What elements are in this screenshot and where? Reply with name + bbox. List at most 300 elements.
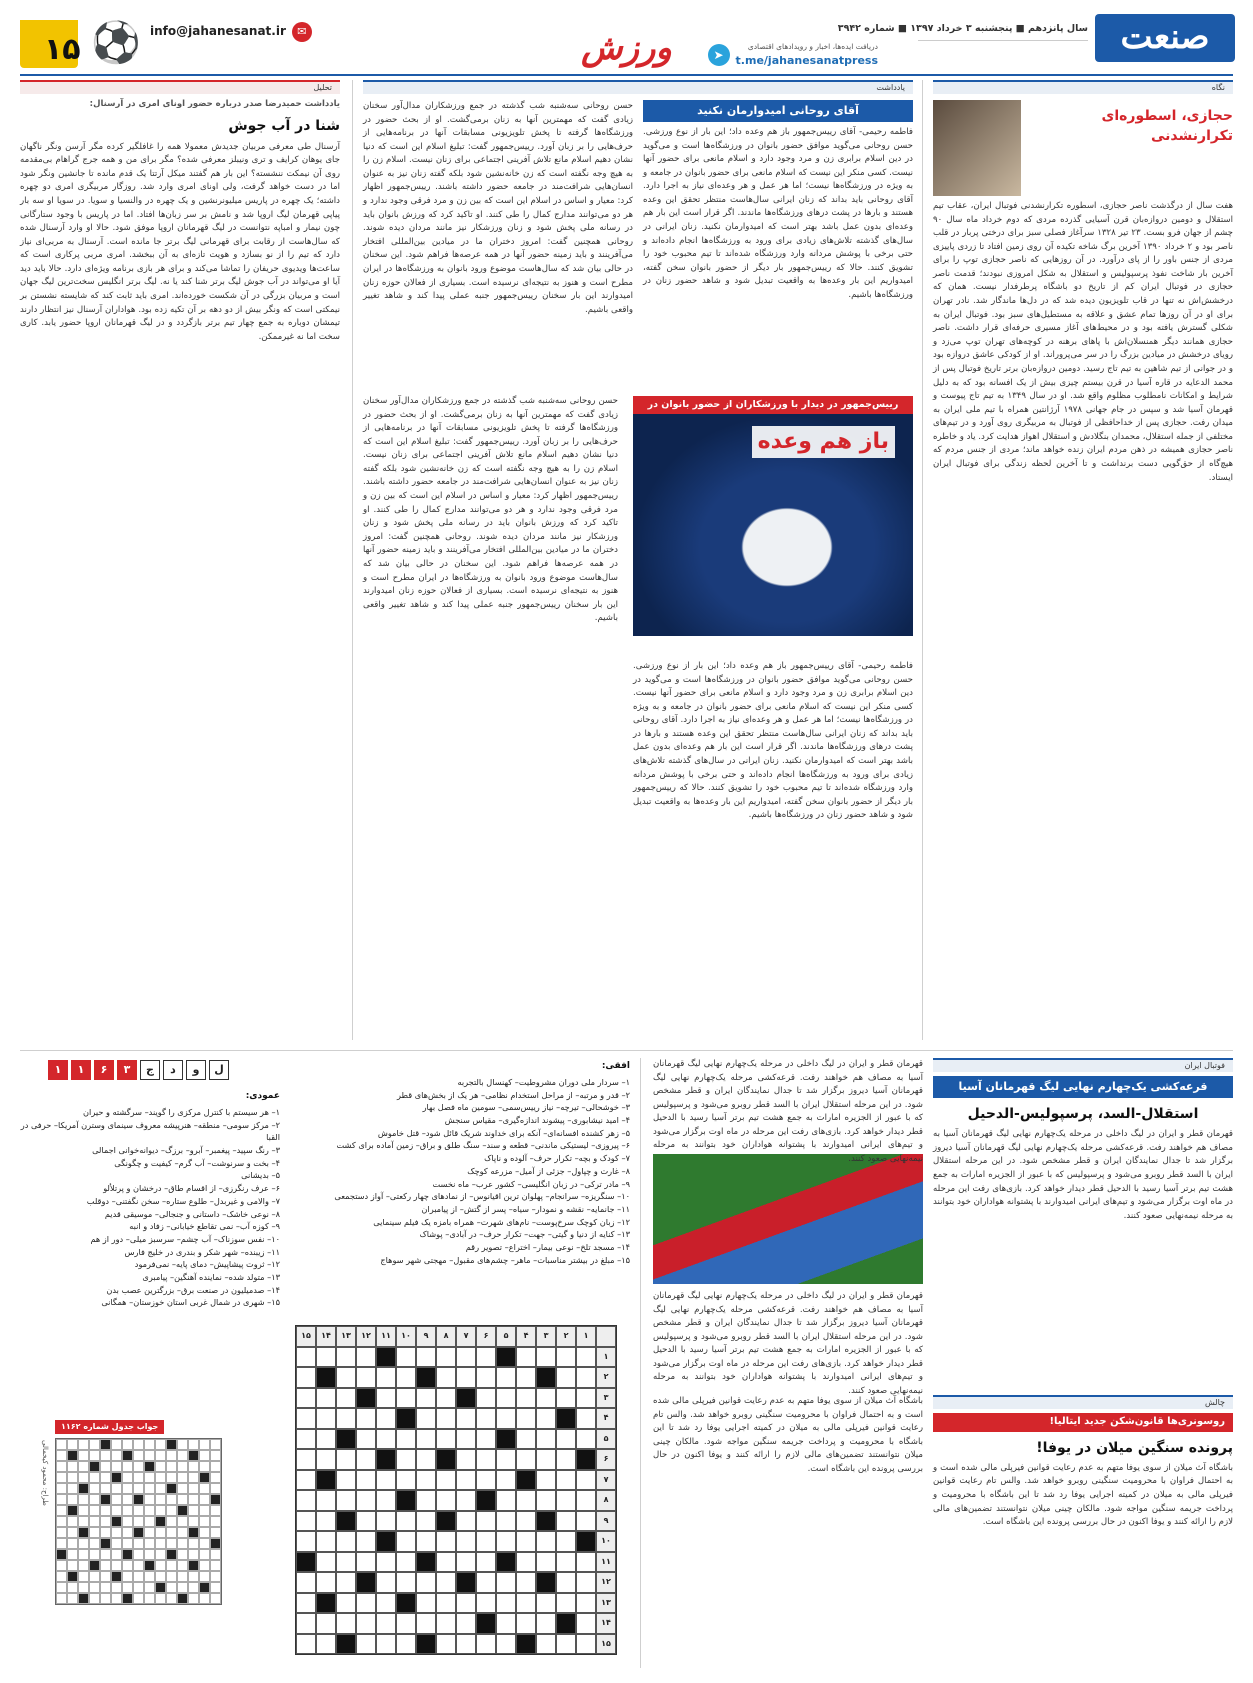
crossword-cell[interactable] bbox=[356, 1511, 376, 1532]
answer-cell bbox=[56, 1527, 67, 1538]
column-number: ۱۴ bbox=[316, 1326, 336, 1347]
column-number: ۱۰ bbox=[396, 1326, 416, 1347]
answer-cell bbox=[210, 1483, 221, 1494]
crossword-cell[interactable] bbox=[396, 1511, 416, 1532]
crossword-cell[interactable] bbox=[456, 1429, 476, 1450]
crossword-block bbox=[376, 1531, 396, 1552]
crossword-cell[interactable] bbox=[396, 1572, 416, 1593]
crossword-block bbox=[436, 1511, 456, 1532]
crossword-cell[interactable] bbox=[516, 1367, 536, 1388]
crossword-cell[interactable] bbox=[556, 1429, 576, 1450]
crossword-cell[interactable] bbox=[416, 1408, 436, 1429]
answer-cell bbox=[89, 1505, 100, 1516]
crossword-cell[interactable] bbox=[376, 1511, 396, 1532]
crossword-cell[interactable] bbox=[316, 1511, 336, 1532]
crossword-clue: ۲– مرکز سومی– منطقه– هنرپیشه معروف سینمای وسترن آمریکا– حرفی در القبا bbox=[20, 1119, 280, 1143]
crossword-cell[interactable] bbox=[576, 1347, 596, 1368]
answer-cell bbox=[188, 1527, 199, 1538]
vertical-clues bbox=[20, 1090, 280, 1340]
answer-cell bbox=[122, 1593, 133, 1604]
answer-cell bbox=[100, 1439, 111, 1450]
crossword-cell[interactable] bbox=[476, 1470, 496, 1491]
answer-cell bbox=[56, 1593, 67, 1604]
note-continuation: حسن روحانی سه‌شنبه شب گذشته در جمع ورزشکاران مدال‌آور سخنان زیادی گفت که مهمترین آنها به زنان برمی‌گشت. او از بحث حضور در ورزشگاه‌ها گرفته تا پخش تلویزیونی مسابقات آنها در برنامه‌هایی از حرف‌هایی را بر زبان آورد. رییس‌جمهور گفت: تبلیغ اسلام این است که دنیا نشان دهیم اسلام مانع تلاش آفرینی اجتماعی برای زنان نیست. اسلام زن را به هیچ وجه نگفته است که زن خانه‌نشین شود بلکه گفته زنان نیز به عنوان انسان‌هایی شرافت‌مند در جامعه حضور داشته باشند. رییس‌جمهور اظهار کرد: معیار و اساس در اسلام این است که بین زن و مرد فرقی وجود ندارد و هر دو می‌توانند مدارج کمال را طی کنند. او تاکید کرد که ورزش بانوان باید در رسانه ملی پخش شود و زنان ورزشکار نیز مانند مردان دیده شوند. روحانی همچنین گفت: امروز دختران ما در میادین بین‌المللی افتخار می‌آفرینند و باید زمینه حضور آنها در همه عرصه‌ها فراهم شود. این سخنان در حالی بیان شد که سال‌هاست موضوع ورود بانوان به ورزشگاه‌ها در ایران مطرح است و هنوز به نتیجه‌ای نرسیده است. بسیاری از فعالان حوزه زنان امیدوارند این بار سخنان رییس‌جمهور جنبه عملی پیدا کند و شاهد تغییر واقعی باشیم. bbox=[363, 101, 633, 315]
crossword-cell[interactable] bbox=[516, 1593, 536, 1614]
crossword-cell[interactable] bbox=[416, 1613, 436, 1634]
answer-cell bbox=[133, 1527, 144, 1538]
crossword-cell[interactable] bbox=[356, 1593, 376, 1614]
crossword-cell[interactable] bbox=[476, 1531, 496, 1552]
crossword-cell[interactable] bbox=[316, 1408, 336, 1429]
crossword-cell[interactable] bbox=[516, 1490, 536, 1511]
crossword-cell[interactable] bbox=[536, 1552, 556, 1573]
crossword-cell[interactable] bbox=[456, 1347, 476, 1368]
crossword-cell[interactable] bbox=[556, 1552, 576, 1573]
crossword-cell[interactable] bbox=[296, 1347, 316, 1368]
crossword-block bbox=[436, 1449, 456, 1470]
answer-cell bbox=[111, 1450, 122, 1461]
crossword-clue: ۲– قدر و مرتبه– از مراحل استخدام نظامی– هر یک از بخش‌های قطر bbox=[396, 1089, 630, 1100]
crossword-cell[interactable] bbox=[436, 1367, 456, 1388]
answer-cell bbox=[188, 1516, 199, 1527]
vertical-clues-heading: عمودی: bbox=[245, 1091, 280, 1101]
crossword-cell[interactable] bbox=[336, 1531, 356, 1552]
crossword-cell[interactable] bbox=[456, 1490, 476, 1511]
crossword-cell[interactable] bbox=[496, 1367, 516, 1388]
crossword-cell[interactable] bbox=[376, 1572, 396, 1593]
crossword-cell[interactable] bbox=[476, 1593, 496, 1614]
crossword-cell[interactable] bbox=[396, 1429, 416, 1450]
crossword-cell[interactable] bbox=[496, 1593, 516, 1614]
crossword-cell[interactable] bbox=[476, 1572, 496, 1593]
answer-cell bbox=[155, 1593, 166, 1604]
crossword-cell[interactable] bbox=[296, 1429, 316, 1450]
crossword-cell[interactable] bbox=[416, 1449, 436, 1470]
crossword-cell[interactable] bbox=[316, 1490, 336, 1511]
answer-cell bbox=[133, 1549, 144, 1560]
crossword-cell[interactable] bbox=[336, 1388, 356, 1409]
crossword-block bbox=[496, 1552, 516, 1573]
crossword-cell[interactable] bbox=[456, 1552, 476, 1573]
crossword-cell[interactable] bbox=[376, 1429, 396, 1450]
crossword-cell[interactable] bbox=[336, 1613, 356, 1634]
crossword-cell[interactable] bbox=[456, 1593, 476, 1614]
answer-cell bbox=[133, 1483, 144, 1494]
crossword-cell[interactable] bbox=[316, 1634, 336, 1655]
crossword-cell[interactable] bbox=[376, 1408, 396, 1429]
crossword-cell[interactable] bbox=[556, 1490, 576, 1511]
answer-cell bbox=[155, 1527, 166, 1538]
crossword-cell[interactable] bbox=[296, 1490, 316, 1511]
crossword-cell[interactable] bbox=[416, 1593, 436, 1614]
crossword-cell[interactable] bbox=[556, 1470, 576, 1491]
crossword-cell[interactable] bbox=[416, 1531, 436, 1552]
crossword-cell[interactable] bbox=[376, 1613, 396, 1634]
crossword-cell[interactable] bbox=[396, 1634, 416, 1655]
crossword-cell[interactable] bbox=[496, 1572, 516, 1593]
crossword-cell[interactable] bbox=[556, 1593, 576, 1614]
crossword-cell[interactable] bbox=[356, 1490, 376, 1511]
crossword-clue: ۱۳– متولد شده– نماینده آهنگین– پیامبری bbox=[142, 1272, 280, 1283]
crossword-cell[interactable] bbox=[496, 1449, 516, 1470]
crossword-cell[interactable] bbox=[456, 1408, 476, 1429]
answer-cell bbox=[155, 1505, 166, 1516]
row-number: ۵ bbox=[596, 1429, 616, 1450]
crossword-cell[interactable] bbox=[336, 1552, 356, 1573]
crossword-cell[interactable] bbox=[336, 1449, 356, 1470]
answer-cell bbox=[111, 1571, 122, 1582]
answer-cell bbox=[188, 1582, 199, 1593]
crossword-cell[interactable] bbox=[436, 1613, 456, 1634]
crossword-clue: ۶– عرف رنگرزی– از اقسام طاق– درخشان و پرتلألو bbox=[103, 1183, 280, 1194]
crossword-cell[interactable] bbox=[416, 1470, 436, 1491]
crossword-cell[interactable] bbox=[376, 1490, 396, 1511]
crossword-cell[interactable] bbox=[496, 1613, 516, 1634]
crossword-cell[interactable] bbox=[356, 1367, 376, 1388]
crossword-block bbox=[316, 1367, 336, 1388]
crossword-cell[interactable] bbox=[316, 1388, 336, 1409]
answer-cell bbox=[166, 1538, 177, 1549]
crossword-cell[interactable] bbox=[496, 1388, 516, 1409]
crossword-cell[interactable] bbox=[396, 1347, 416, 1368]
crossword-clue: ۱– سردار ملی دوران مشروطیت– کهنسال بالتجربه bbox=[457, 1076, 630, 1087]
crossword-cell[interactable] bbox=[416, 1388, 436, 1409]
crossword-cell[interactable] bbox=[316, 1429, 336, 1450]
answer-cell bbox=[89, 1494, 100, 1505]
crossword-cell[interactable] bbox=[536, 1490, 556, 1511]
answer-cell bbox=[199, 1582, 210, 1593]
column-label: نگاه bbox=[933, 80, 1233, 94]
crossword-cell[interactable] bbox=[456, 1634, 476, 1655]
answer-cell bbox=[155, 1483, 166, 1494]
crossword-number-char: ۳ bbox=[117, 1060, 137, 1080]
answer-cell bbox=[199, 1439, 210, 1450]
crossword-cell[interactable] bbox=[476, 1449, 496, 1470]
crossword-cell[interactable] bbox=[556, 1347, 576, 1368]
crossword-cell[interactable] bbox=[296, 1511, 316, 1532]
crossword-cell[interactable] bbox=[396, 1449, 416, 1470]
answer-cell bbox=[89, 1461, 100, 1472]
crossword-cell[interactable] bbox=[416, 1490, 436, 1511]
column-number: ۸ bbox=[436, 1326, 456, 1347]
crossword-cell[interactable] bbox=[356, 1552, 376, 1573]
crossword-cell[interactable] bbox=[356, 1613, 376, 1634]
crossword-cell[interactable] bbox=[516, 1531, 536, 1552]
crossword-cell[interactable] bbox=[356, 1470, 376, 1491]
answer-cell bbox=[177, 1593, 188, 1604]
crossword-cell[interactable] bbox=[436, 1429, 456, 1450]
crossword-cell[interactable] bbox=[296, 1408, 316, 1429]
answer-cell bbox=[111, 1593, 122, 1604]
crossword-cell[interactable] bbox=[476, 1388, 496, 1409]
crossword-cell[interactable] bbox=[516, 1511, 536, 1532]
crossword-cell[interactable] bbox=[356, 1634, 376, 1655]
answer-cell bbox=[188, 1538, 199, 1549]
answer-cell bbox=[56, 1505, 67, 1516]
crossword-clue: ۱۵– مبلغ در بیشتر مناسبات– ماهر– چشم‌های مقبول– مهجتی شهر سوهاج bbox=[380, 1254, 630, 1265]
crossword-divider bbox=[640, 1058, 641, 1668]
crossword-cell[interactable] bbox=[376, 1552, 396, 1573]
crossword-cell[interactable] bbox=[296, 1449, 316, 1470]
crossword-cell[interactable] bbox=[396, 1367, 416, 1388]
answer-cell bbox=[67, 1483, 78, 1494]
crossword-cell[interactable] bbox=[336, 1593, 356, 1614]
column-number: ۳ bbox=[536, 1326, 556, 1347]
crossword-cell[interactable] bbox=[296, 1572, 316, 1593]
answer-cell bbox=[177, 1505, 188, 1516]
crossword-cell[interactable] bbox=[436, 1388, 456, 1409]
crossword-cell[interactable] bbox=[376, 1634, 396, 1655]
crossword-cell[interactable] bbox=[336, 1572, 356, 1593]
answer-cell bbox=[67, 1450, 78, 1461]
crossword-grid[interactable] bbox=[295, 1325, 617, 1655]
crossword-cell[interactable] bbox=[456, 1449, 476, 1470]
crossword-cell[interactable] bbox=[576, 1490, 596, 1511]
answer-cell bbox=[122, 1538, 133, 1549]
crossword-cell[interactable] bbox=[496, 1531, 516, 1552]
answer-cell bbox=[166, 1494, 177, 1505]
crossword-block bbox=[476, 1613, 496, 1634]
crossword-cell[interactable] bbox=[536, 1634, 556, 1655]
answer-cell bbox=[210, 1516, 221, 1527]
crossword-cell[interactable] bbox=[456, 1367, 476, 1388]
crossword-cell[interactable] bbox=[516, 1572, 536, 1593]
crossword-cell[interactable] bbox=[536, 1470, 556, 1491]
crossword-cell[interactable] bbox=[576, 1408, 596, 1429]
crossword-cell[interactable] bbox=[436, 1531, 456, 1552]
answer-cell bbox=[89, 1439, 100, 1450]
crossword-cell[interactable] bbox=[456, 1531, 476, 1552]
crossword-cell[interactable] bbox=[476, 1429, 496, 1450]
crossword-cell[interactable] bbox=[576, 1470, 596, 1491]
crossword-cell[interactable] bbox=[476, 1347, 496, 1368]
crossword-cell[interactable] bbox=[356, 1531, 376, 1552]
crossword-cell[interactable] bbox=[296, 1634, 316, 1655]
crossword-cell[interactable] bbox=[476, 1552, 496, 1573]
crossword-cell[interactable] bbox=[536, 1429, 556, 1450]
answer-cell bbox=[67, 1461, 78, 1472]
crossword-cell[interactable] bbox=[516, 1613, 536, 1634]
answer-cell bbox=[177, 1582, 188, 1593]
answer-cell bbox=[155, 1538, 166, 1549]
crossword-title-char: و bbox=[186, 1060, 206, 1080]
crossword-cell[interactable] bbox=[336, 1470, 356, 1491]
crossword-cell[interactable] bbox=[556, 1511, 576, 1532]
crossword-cell[interactable] bbox=[576, 1572, 596, 1593]
football-body: قهرمان قطر و ایران در لیگ داخلی در مرحله یک‌چهارم نهایی لیگ قهرمانان آسیا به مصاف هم خواهند رفت. قرعه‌کشی مرحله یک‌چهارم نهایی لیگ قهرمانان آسیا دیروز برگزار شد تا جدال نمایندگان ایران و قطر مشخص شود. در این مرحله استقلال ایران با السد قطر روبرو می‌شود و پرسپولیس که با عبور از الجزیره امارات به جمع هشت تیم برتر آسیا رسید با الدحیل قطر دیدار خواهد کرد. بازی‌های رفت این مرحله در ماه اوت برگزار می‌شود و تیم‌های ایرانی امیدوارند با پشتوانه هواداران خود بتوانند به مرحله نیمه‌نهایی صعود کنند. bbox=[933, 1129, 1233, 1221]
crossword-cell[interactable] bbox=[296, 1593, 316, 1614]
answer-cell bbox=[56, 1461, 67, 1472]
answer-cell bbox=[177, 1450, 188, 1461]
crossword-block bbox=[536, 1511, 556, 1532]
crossword-cell[interactable] bbox=[316, 1531, 336, 1552]
crossword-cell[interactable] bbox=[396, 1388, 416, 1409]
crossword-cell[interactable] bbox=[576, 1388, 596, 1409]
crossword-cell[interactable] bbox=[536, 1613, 556, 1634]
crossword-cell[interactable] bbox=[316, 1347, 336, 1368]
crossword-cell[interactable] bbox=[576, 1367, 596, 1388]
crossword-clue: ۵– بدیشانی bbox=[241, 1170, 280, 1181]
crossword-cell[interactable] bbox=[516, 1388, 536, 1409]
crossword-cell[interactable] bbox=[336, 1347, 356, 1368]
crossword-cell[interactable] bbox=[556, 1449, 576, 1470]
row-number: ۱۲ bbox=[596, 1572, 616, 1593]
answer-cell bbox=[166, 1439, 177, 1450]
crossword-cell[interactable] bbox=[556, 1572, 576, 1593]
crossword-clue: ۱۲– ثروت پیشاپیش– دمای پایه– نمی‌فرمود bbox=[134, 1259, 280, 1270]
row-number: ۱۰ bbox=[596, 1531, 616, 1552]
crossword-cell[interactable] bbox=[576, 1552, 596, 1573]
crossword-cell[interactable] bbox=[436, 1634, 456, 1655]
crossword-cell[interactable] bbox=[436, 1572, 456, 1593]
crossword-cell[interactable] bbox=[576, 1511, 596, 1532]
crossword-cell[interactable] bbox=[536, 1388, 556, 1409]
crossword-cell[interactable] bbox=[316, 1572, 336, 1593]
answer-cell bbox=[144, 1472, 155, 1483]
crossword-cell[interactable] bbox=[436, 1408, 456, 1429]
crossword-cell[interactable] bbox=[456, 1470, 476, 1491]
crossword-cell[interactable] bbox=[296, 1613, 316, 1634]
answer-cell bbox=[144, 1505, 155, 1516]
answer-cell bbox=[177, 1483, 188, 1494]
crossword-cell[interactable] bbox=[376, 1388, 396, 1409]
crossword-cell[interactable] bbox=[436, 1593, 456, 1614]
answer-cell bbox=[210, 1571, 221, 1582]
crossword-cell[interactable] bbox=[416, 1511, 436, 1532]
crossword-block bbox=[536, 1367, 556, 1388]
crossword-cell[interactable] bbox=[316, 1613, 336, 1634]
crossword-cell[interactable] bbox=[296, 1388, 316, 1409]
crossword-cell[interactable] bbox=[356, 1408, 376, 1429]
answer-cell bbox=[177, 1571, 188, 1582]
crossword-cell[interactable] bbox=[536, 1408, 556, 1429]
crossword-cell[interactable] bbox=[496, 1470, 516, 1491]
crossword-cell[interactable] bbox=[536, 1593, 556, 1614]
football-continuation-body-2: قهرمان قطر و ایران در لیگ داخلی در مرحله یک‌چهارم نهایی لیگ قهرمانان آسیا به مصاف هم خواهند رفت. قرعه‌کشی مرحله یک‌چهارم نهایی لیگ قهرمانان آسیا دیروز برگزار شد تا جدال نمایندگان ایران و قطر مشخص شود. در این مرحله استقلال ایران با السد قطر روبرو می‌شود و پرسپولیس که با عبور از الجزیره امارات به جمع هشت تیم برتر آسیا رسید با الدحیل قطر دیدار خواهد کرد. بازی‌های رفت این مرحله در ماه اوت برگزار می‌شود و تیم‌های ایرانی امیدوارند با پشتوانه هواداران خود بتوانند به مرحله نیمه‌نهایی صعود کنند. bbox=[653, 1291, 923, 1397]
crossword-cell[interactable] bbox=[456, 1511, 476, 1532]
crossword-cell[interactable] bbox=[476, 1634, 496, 1655]
crossword-clue: ۹– مادر ترکی– در زبان انگلیسی– کشور عرب– ماه نخست bbox=[432, 1178, 630, 1189]
crossword-cell[interactable] bbox=[476, 1408, 496, 1429]
crossword-cell[interactable] bbox=[476, 1367, 496, 1388]
crossword-cell[interactable] bbox=[436, 1470, 456, 1491]
crossword-cell[interactable] bbox=[436, 1347, 456, 1368]
crossword-cell[interactable] bbox=[496, 1408, 516, 1429]
crossword-cell[interactable] bbox=[416, 1347, 436, 1368]
crossword-cell[interactable] bbox=[556, 1634, 576, 1655]
crossword-cell[interactable] bbox=[576, 1613, 596, 1634]
crossword-block bbox=[456, 1572, 476, 1593]
answer-cell bbox=[67, 1538, 78, 1549]
column-divider bbox=[352, 80, 353, 1040]
answer-cell bbox=[67, 1582, 78, 1593]
answer-cell bbox=[100, 1593, 111, 1604]
crossword-cell[interactable] bbox=[576, 1634, 596, 1655]
crossword-cell[interactable] bbox=[496, 1511, 516, 1532]
answer-cell bbox=[111, 1549, 122, 1560]
answer-cell bbox=[78, 1505, 89, 1516]
answer-cell bbox=[210, 1461, 221, 1472]
email-address[interactable]: info@jahanesanat.ir bbox=[150, 24, 286, 39]
column-number: ۱۵ bbox=[296, 1326, 316, 1347]
answer-cell bbox=[177, 1472, 188, 1483]
crossword-cell[interactable] bbox=[536, 1347, 556, 1368]
crossword-cell[interactable] bbox=[376, 1367, 396, 1388]
crossword-cell[interactable] bbox=[296, 1470, 316, 1491]
crossword-cell[interactable] bbox=[536, 1531, 556, 1552]
crossword-cell[interactable] bbox=[456, 1613, 476, 1634]
crossword-cell[interactable] bbox=[416, 1429, 436, 1450]
email-contact[interactable] bbox=[150, 22, 312, 42]
answer-cell bbox=[166, 1560, 177, 1571]
crossword-cell[interactable] bbox=[476, 1511, 496, 1532]
crossword-cell[interactable] bbox=[516, 1347, 536, 1368]
row-number: ۶ bbox=[596, 1449, 616, 1470]
crossword-cell[interactable] bbox=[516, 1449, 536, 1470]
answer-cell bbox=[210, 1439, 221, 1450]
crossword-cell[interactable] bbox=[436, 1490, 456, 1511]
answer-cell bbox=[133, 1494, 144, 1505]
crossword-cell[interactable] bbox=[396, 1613, 416, 1634]
article-title: حجازی، اسطوره‌ای تکرارنشدنی bbox=[1101, 108, 1233, 145]
crossword-cell[interactable] bbox=[296, 1531, 316, 1552]
crossword-block bbox=[576, 1531, 596, 1552]
crossword-cell[interactable] bbox=[376, 1470, 396, 1491]
crossword-cell[interactable] bbox=[316, 1449, 336, 1470]
crossword-cell[interactable] bbox=[356, 1449, 376, 1470]
crossword-cell[interactable] bbox=[556, 1388, 576, 1409]
crossword-cell[interactable] bbox=[356, 1429, 376, 1450]
crossword-cell[interactable] bbox=[336, 1408, 356, 1429]
answer-cell bbox=[89, 1549, 100, 1560]
crossword-cell[interactable] bbox=[416, 1572, 436, 1593]
answer-cell bbox=[111, 1516, 122, 1527]
row-number: ۱۴ bbox=[596, 1613, 616, 1634]
crossword-cell[interactable] bbox=[396, 1531, 416, 1552]
crossword-cell[interactable] bbox=[576, 1593, 596, 1614]
crossword-cell[interactable] bbox=[436, 1552, 456, 1573]
crossword-cell[interactable] bbox=[496, 1634, 516, 1655]
answer-cell bbox=[188, 1571, 199, 1582]
crossword-cell[interactable] bbox=[576, 1429, 596, 1450]
crossword-cell[interactable] bbox=[336, 1367, 356, 1388]
answer-cell bbox=[166, 1516, 177, 1527]
football-continuation bbox=[653, 1058, 923, 1397]
crossword-cell[interactable] bbox=[396, 1470, 416, 1491]
answer-cell bbox=[155, 1439, 166, 1450]
crossword-cell[interactable] bbox=[336, 1490, 356, 1511]
crossword-cell[interactable] bbox=[356, 1347, 376, 1368]
crossword-cell[interactable] bbox=[516, 1408, 536, 1429]
crossword-cell[interactable] bbox=[496, 1490, 516, 1511]
crossword-cell[interactable] bbox=[536, 1449, 556, 1470]
crossword-cell[interactable] bbox=[516, 1552, 536, 1573]
hejazi-portrait bbox=[933, 100, 1021, 196]
answer-cell bbox=[122, 1494, 133, 1505]
crossword-cell[interactable] bbox=[516, 1429, 536, 1450]
answer-cell bbox=[67, 1560, 78, 1571]
answer-cell bbox=[144, 1439, 155, 1450]
crossword-block bbox=[536, 1572, 556, 1593]
telegram-url[interactable]: t.me/jahanesanatpress bbox=[735, 53, 878, 67]
crossword-cell[interactable] bbox=[316, 1552, 336, 1573]
answer-cell bbox=[133, 1516, 144, 1527]
crossword-cell[interactable] bbox=[556, 1531, 576, 1552]
crossword-cell[interactable] bbox=[396, 1552, 416, 1573]
crossword-cell[interactable] bbox=[296, 1367, 316, 1388]
crossword-cell[interactable] bbox=[376, 1593, 396, 1614]
crossword-cell[interactable] bbox=[556, 1367, 576, 1388]
